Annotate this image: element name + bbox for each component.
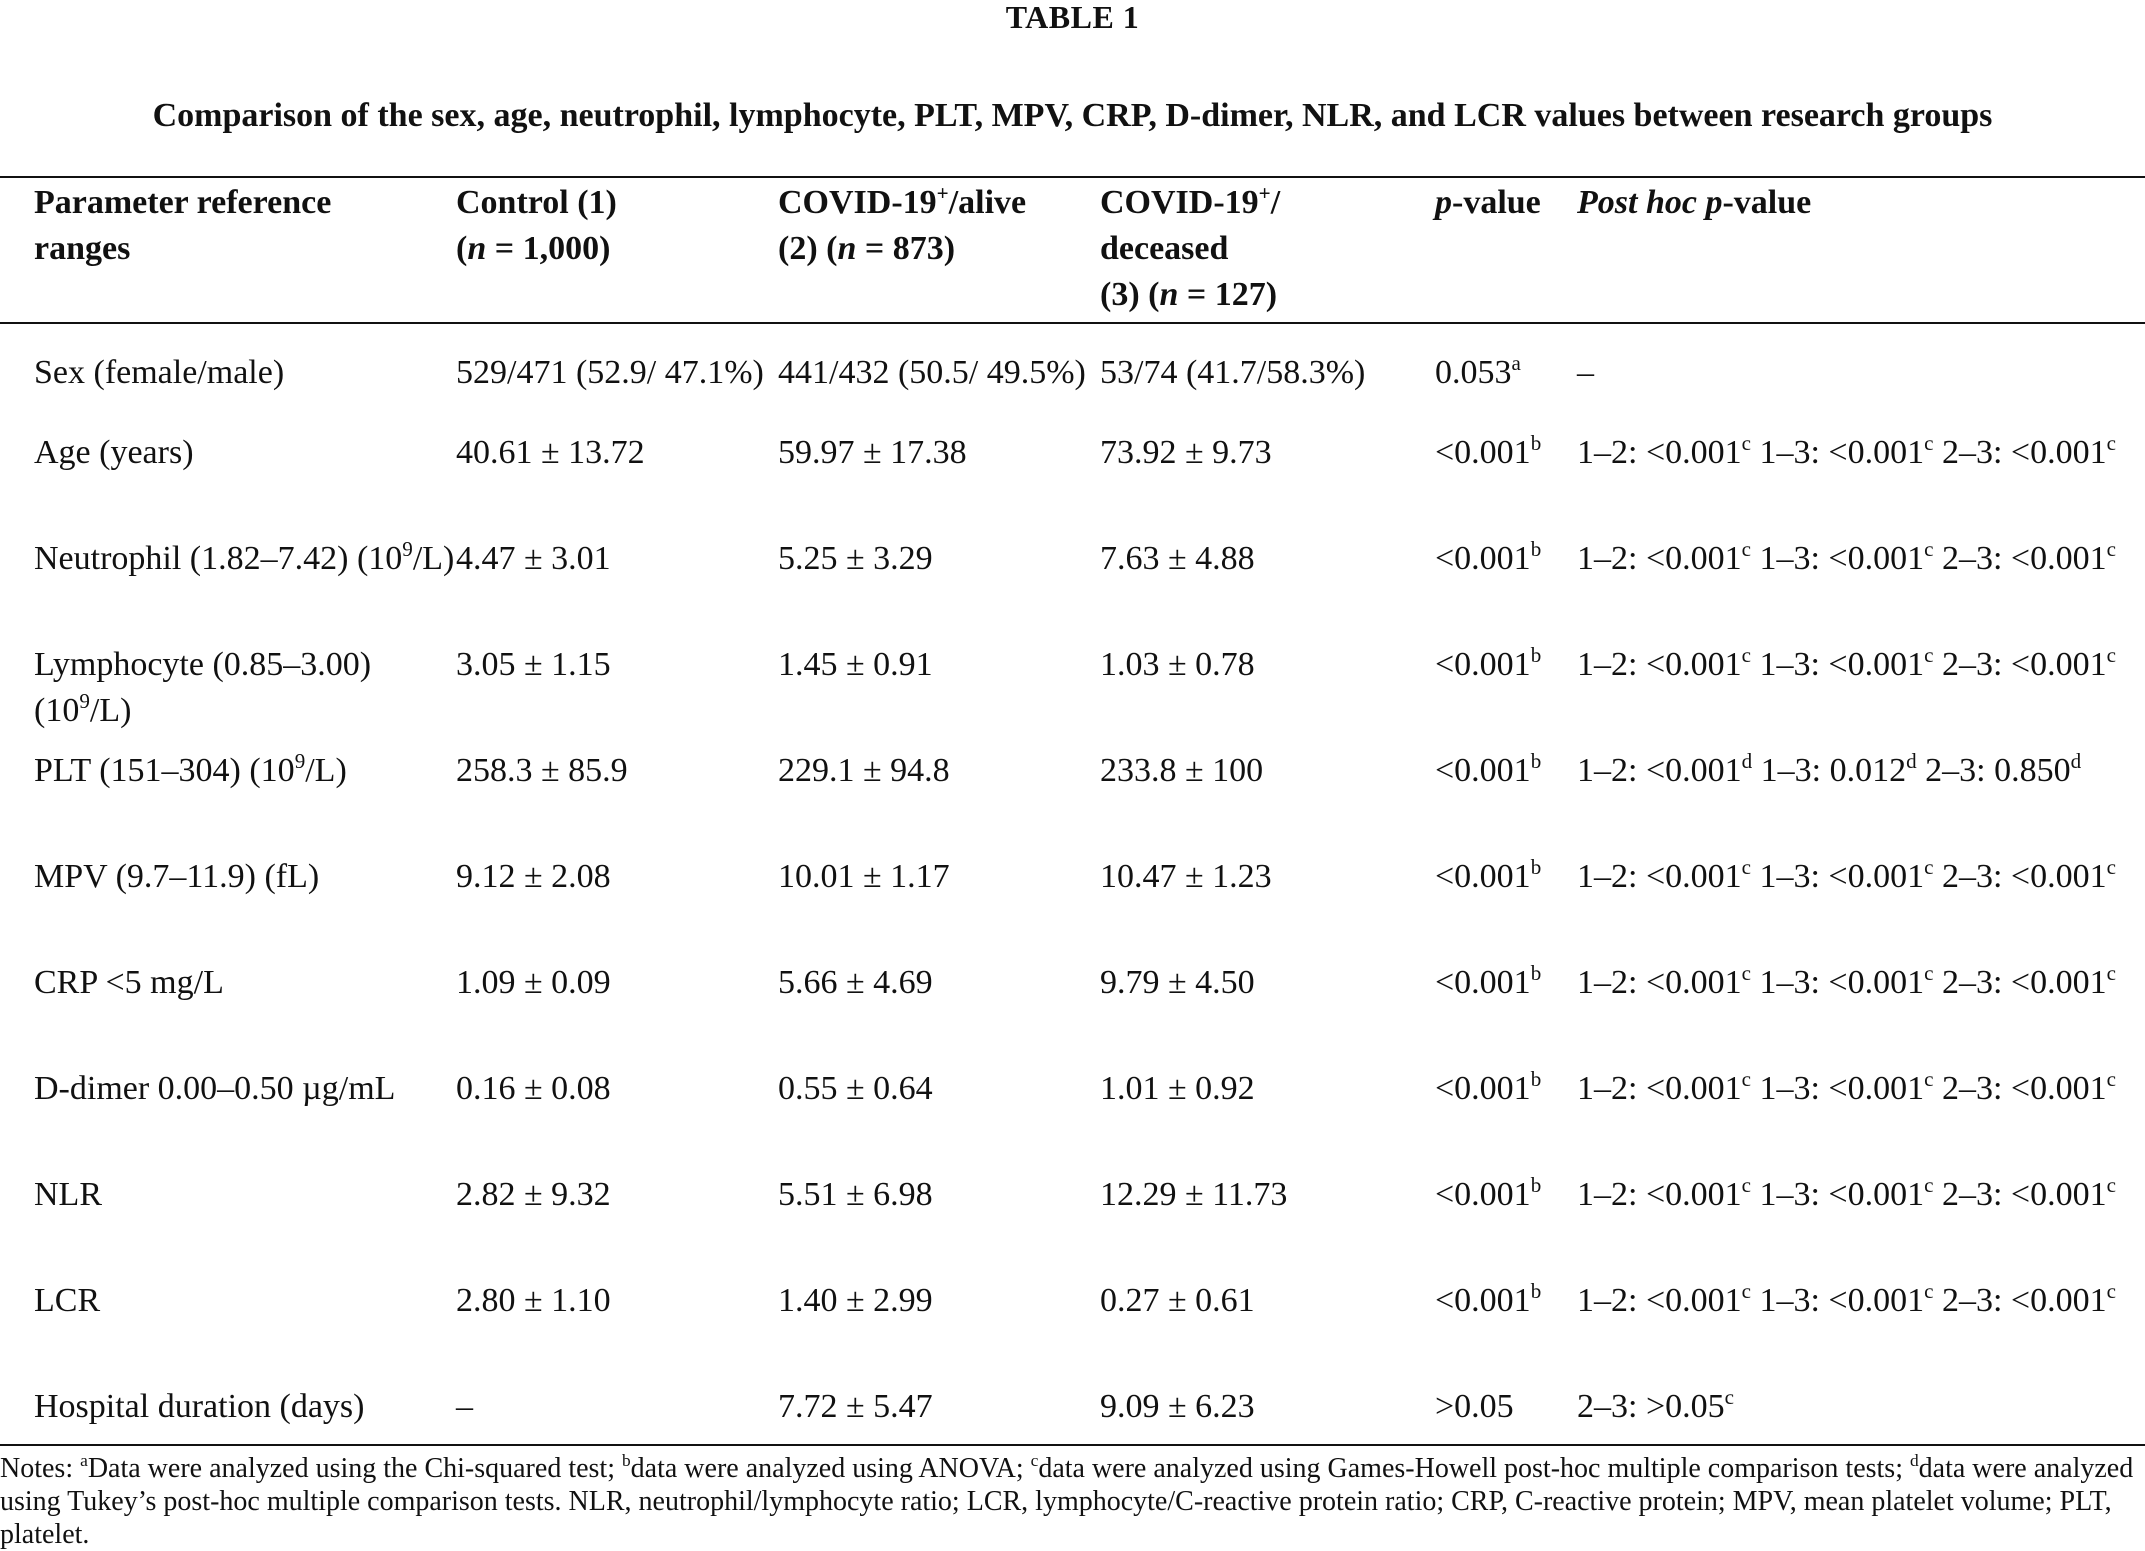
note-text: data were analyzed using Games-Howell post-hoc multiple comparison tests;	[1038, 1453, 1910, 1484]
posthoc-comparison: 1–3: 0.012	[1752, 752, 1907, 789]
parameter-unit: /L)	[305, 752, 347, 789]
posthoc-footnote-mark: c	[2106, 1278, 2116, 1303]
header-deceased-n-var: n	[1159, 276, 1179, 313]
note-text: Data were analyzed using the Chi-squared test;	[87, 1453, 622, 1484]
cell-deceased: 7.63 ± 4.88	[1100, 540, 1255, 577]
parameter-text: PLT (151–304) (10	[34, 752, 295, 789]
header-control-line1: Control (1)	[456, 184, 617, 221]
posthoc-comparison: 1–3: <0.001	[1750, 434, 1925, 471]
parameter-text: D-dimer 0.00–0.50 µg/mL	[34, 1070, 396, 1107]
cell-pvalue	[1435, 748, 1577, 854]
header-parameter	[0, 178, 456, 324]
posthoc-footnote-mark: c	[1924, 536, 1934, 561]
cell-pvalue	[1435, 324, 1577, 430]
pvalue-footnote-mark: b	[1530, 536, 1542, 561]
parameter-text: Lymphocyte (0.85–3.00) (10	[34, 646, 372, 729]
table-body	[0, 324, 2145, 1460]
table-caption: Comparison of the sex, age, neutrophil, lymphocyte, PLT, MPV, CRP, D-dimer, NLR, and LCR values between research groups	[152, 97, 1993, 134]
cell-control: 2.80 ± 1.10	[456, 1282, 611, 1319]
posthoc-comparison: 2–3: <0.001	[1933, 858, 2107, 895]
pvalue-text: >0.05	[1435, 1388, 1514, 1425]
note-footnote-mark: c	[1030, 1450, 1039, 1470]
posthoc-comparison: 1–3: <0.001	[1750, 964, 1925, 1001]
parameter-sup: 9	[79, 688, 90, 713]
note-text: data were analyzed using ANOVA;	[630, 1453, 1031, 1484]
pvalue-footnote-mark: b	[1530, 1278, 1542, 1303]
table-row	[0, 324, 2145, 430]
cell-control: –	[456, 1388, 473, 1425]
posthoc-footnote-mark: c	[2106, 854, 2116, 879]
parameter-text: Sex (female/male)	[34, 354, 285, 391]
cell-parameter	[0, 1066, 456, 1172]
pvalue-footnote-mark: a	[1511, 350, 1521, 375]
posthoc-comparison: 1–2: <0.001	[1577, 858, 1742, 895]
cell-deceased: 10.47 ± 1.23	[1100, 858, 1272, 895]
cell-pvalue	[1435, 430, 1577, 536]
cell-posthoc	[1577, 748, 2145, 854]
cell-control: 9.12 ± 2.08	[456, 858, 611, 895]
parameter-text: CRP <5 mg/L	[34, 964, 224, 1001]
posthoc-footnote-mark: c	[2106, 960, 2116, 985]
cell-pvalue	[1435, 1172, 1577, 1278]
header-pvalue-var: p	[1435, 184, 1452, 221]
cell-posthoc	[1577, 642, 2145, 748]
header-alive-line2-a: (2) (	[778, 230, 838, 267]
pvalue-text: <0.001	[1435, 1282, 1531, 1319]
posthoc-comparison: 1–2: <0.001	[1577, 752, 1742, 789]
header-pvalue-rest: -value	[1452, 184, 1541, 221]
cell-parameter	[0, 1278, 456, 1384]
cell-control: 0.16 ± 0.08	[456, 1070, 611, 1107]
table-row	[0, 430, 2145, 536]
note-footnote-mark: d	[1909, 1450, 1919, 1470]
cell-posthoc	[1577, 536, 2145, 642]
cell-alive: 229.1 ± 94.8	[778, 752, 950, 789]
posthoc-comparison: 1–3: <0.001	[1750, 1282, 1925, 1319]
parameter-unit: /L)	[89, 692, 132, 729]
pvalue-text: <0.001	[1435, 646, 1531, 683]
parameter-unit: /L)	[412, 540, 455, 577]
data-table	[0, 178, 2145, 1460]
cell-deceased: 53/74 (41.7/58.3%)	[1100, 354, 1366, 391]
header-deceased-line3-a: (3) (	[1100, 276, 1160, 313]
cell-pvalue	[1435, 960, 1577, 1066]
cell-parameter	[0, 1172, 456, 1278]
header-pvalue	[1435, 178, 1577, 324]
pvalue-footnote-mark: b	[1530, 1066, 1542, 1091]
posthoc-footnote-mark: c	[1924, 1172, 1934, 1197]
cell-pvalue	[1435, 1384, 1577, 1460]
note-text: data were analyzed using Tukey’s post-hoc multiple comparison tests. NLR, neutrophil/lymphocyte ratio; LCR, lymphocyte/C-reactive protein ratio; CRP, C-reactive protein; MPV, mean platelet volume; PLT, platelet.	[0, 1453, 2134, 1550]
parameter-text: MPV (9.7–11.9) (fL)	[34, 858, 320, 895]
cell-control: 3.05 ± 1.15	[456, 646, 611, 683]
posthoc-comparison: –	[1577, 354, 1594, 391]
pvalue-text: <0.001	[1435, 1176, 1531, 1213]
posthoc-comparison: 1–2: <0.001	[1577, 1176, 1742, 1213]
parameter-text: Age (years)	[34, 434, 194, 471]
cell-deceased: 9.09 ± 6.23	[1100, 1388, 1255, 1425]
posthoc-footnote-mark: c	[1924, 854, 1934, 879]
cell-posthoc	[1577, 854, 2145, 960]
cell-alive: 10.01 ± 1.17	[778, 858, 950, 895]
posthoc-comparison: 1–2: <0.001	[1577, 646, 1742, 683]
cell-alive: 5.66 ± 4.69	[778, 964, 933, 1001]
cell-parameter	[0, 748, 456, 854]
posthoc-footnote-mark: c	[1724, 1384, 1734, 1409]
pvalue-footnote-mark: b	[1530, 430, 1542, 455]
cell-deceased: 1.01 ± 0.92	[1100, 1070, 1255, 1107]
table-notes	[0, 1452, 2145, 1551]
posthoc-footnote-mark: d	[1906, 748, 1917, 773]
cell-control: 529/471 (52.9/ 47.1%)	[456, 354, 764, 391]
posthoc-footnote-mark: c	[1924, 960, 1934, 985]
cell-pvalue	[1435, 536, 1577, 642]
posthoc-comparison: 2–3: <0.001	[1933, 1282, 2107, 1319]
header-posthoc	[1577, 178, 2145, 324]
parameter-sup: 9	[294, 748, 306, 773]
posthoc-footnote-mark: c	[2106, 430, 2116, 455]
pvalue-footnote-mark: b	[1530, 642, 1542, 667]
cell-parameter	[0, 1384, 456, 1460]
posthoc-footnote-mark: c	[1741, 960, 1751, 985]
pvalue-footnote-mark: b	[1530, 960, 1542, 985]
posthoc-comparison: 1–2: <0.001	[1577, 1282, 1742, 1319]
header-alive-sup: +	[936, 180, 949, 205]
parameter-sup: 9	[402, 536, 413, 561]
posthoc-footnote-mark: c	[1741, 854, 1751, 879]
cell-alive: 441/432 (50.5/ 49.5%)	[778, 354, 1086, 391]
cell-control: 4.47 ± 3.01	[456, 540, 611, 577]
posthoc-comparison: 1–3: <0.001	[1750, 1176, 1925, 1213]
posthoc-footnote-mark: c	[1741, 536, 1751, 561]
cell-posthoc	[1577, 1172, 2145, 1278]
header-parameter-line1: Parameter reference	[34, 184, 332, 221]
header-alive-n-var: n	[837, 230, 857, 267]
header-deceased-prefix: COVID-19	[1100, 184, 1259, 221]
header-control-n-var: n	[467, 230, 487, 267]
table-row	[0, 748, 2145, 854]
pvalue-text: <0.001	[1435, 1070, 1531, 1107]
header-deceased-line3-b: = 127)	[1178, 276, 1278, 313]
posthoc-footnote-mark: c	[1924, 1278, 1934, 1303]
table-row	[0, 536, 2145, 642]
cell-alive: 0.55 ± 0.64	[778, 1070, 933, 1107]
cell-parameter	[0, 960, 456, 1066]
header-control-n-rest: = 1,000)	[486, 230, 611, 267]
posthoc-footnote-mark: c	[2106, 1172, 2116, 1197]
posthoc-footnote-mark: c	[1924, 1066, 1934, 1091]
cell-parameter	[0, 430, 456, 536]
table-row	[0, 642, 2145, 748]
table-header	[0, 178, 2145, 324]
posthoc-comparison: 1–2: <0.001	[1577, 540, 1742, 577]
cell-alive: 1.45 ± 0.91	[778, 646, 933, 683]
cell-pvalue	[1435, 1278, 1577, 1384]
posthoc-footnote-mark: c	[2106, 642, 2116, 667]
pvalue-footnote-mark: b	[1530, 748, 1542, 773]
table-row	[0, 1384, 2145, 1460]
posthoc-footnote-mark: c	[2106, 1066, 2116, 1091]
table-label: TABLE 1	[1005, 0, 1140, 35]
cell-posthoc	[1577, 430, 2145, 536]
parameter-text: Hospital duration (days)	[34, 1388, 365, 1425]
posthoc-footnote-mark: c	[1741, 430, 1751, 455]
pvalue-text: <0.001	[1435, 964, 1531, 1001]
posthoc-comparison: 2–3: >0.05	[1577, 1388, 1725, 1425]
pvalue-text: <0.001	[1435, 752, 1531, 789]
cell-alive: 59.97 ± 17.38	[778, 434, 967, 471]
posthoc-comparison: 1–3: <0.001	[1750, 858, 1925, 895]
pvalue-text: 0.053	[1435, 354, 1512, 391]
cell-control: 1.09 ± 0.09	[456, 964, 611, 1001]
header-deceased-sup: +	[1258, 180, 1271, 205]
table-row	[0, 1066, 2145, 1172]
header-posthoc-a: Post hoc p	[1577, 184, 1723, 221]
posthoc-footnote-mark: c	[1924, 642, 1934, 667]
cell-deceased: 9.79 ± 4.50	[1100, 964, 1255, 1001]
pvalue-text: <0.001	[1435, 540, 1531, 577]
pvalue-footnote-mark: b	[1530, 854, 1542, 879]
posthoc-footnote-mark: c	[1741, 1172, 1751, 1197]
cell-pvalue	[1435, 1066, 1577, 1172]
cell-control: 40.61 ± 13.72	[456, 434, 645, 471]
cell-parameter	[0, 536, 456, 642]
note-footnote-mark: b	[621, 1450, 631, 1470]
posthoc-comparison: 2–3: <0.001	[1933, 1070, 2107, 1107]
cell-pvalue	[1435, 642, 1577, 748]
header-alive-suffix: /alive	[948, 184, 1027, 221]
cell-deceased: 12.29 ± 11.73	[1100, 1176, 1288, 1213]
posthoc-footnote-mark: c	[2106, 536, 2116, 561]
posthoc-comparison: 2–3: <0.001	[1933, 1176, 2107, 1213]
cell-control: 2.82 ± 9.32	[456, 1176, 611, 1213]
table-row	[0, 854, 2145, 960]
parameter-text: LCR	[34, 1282, 101, 1319]
cell-posthoc	[1577, 324, 2145, 430]
cell-parameter	[0, 324, 456, 430]
cell-deceased: 0.27 ± 0.61	[1100, 1282, 1255, 1319]
cell-posthoc	[1577, 960, 2145, 1066]
header-deceased-suffix: /	[1270, 184, 1281, 221]
posthoc-footnote-mark: d	[2070, 748, 2082, 773]
cell-deceased: 1.03 ± 0.78	[1100, 646, 1255, 683]
posthoc-comparison: 1–2: <0.001	[1577, 964, 1742, 1001]
posthoc-footnote-mark: c	[1741, 1066, 1751, 1091]
posthoc-comparison: 1–3: <0.001	[1750, 540, 1925, 577]
cell-posthoc	[1577, 1278, 2145, 1384]
parameter-text: NLR	[34, 1176, 102, 1213]
posthoc-comparison: 2–3: <0.001	[1933, 434, 2107, 471]
cell-alive: 5.51 ± 6.98	[778, 1176, 933, 1213]
table-row	[0, 1278, 2145, 1384]
note-text: Notes:	[0, 1453, 81, 1484]
header-control-n-open: (	[456, 230, 468, 267]
posthoc-comparison: 1–2: <0.001	[1577, 434, 1742, 471]
note-footnote-mark: a	[80, 1450, 88, 1470]
cell-pvalue	[1435, 854, 1577, 960]
cell-control: 258.3 ± 85.9	[456, 752, 628, 789]
cell-alive: 7.72 ± 5.47	[778, 1388, 933, 1425]
posthoc-comparison: 1–3: <0.001	[1750, 1070, 1925, 1107]
posthoc-footnote-mark: d	[1741, 748, 1753, 773]
posthoc-footnote-mark: c	[1924, 430, 1934, 455]
header-control	[456, 178, 778, 324]
posthoc-footnote-mark: c	[1741, 642, 1751, 667]
cell-posthoc	[1577, 1384, 2145, 1460]
posthoc-comparison: 2–3: 0.850	[1916, 752, 2071, 789]
table-row	[0, 1172, 2145, 1278]
cell-parameter	[0, 854, 456, 960]
header-deceased-line2: deceased	[1100, 230, 1229, 267]
posthoc-comparison: 2–3: <0.001	[1933, 964, 2107, 1001]
posthoc-comparison: 2–3: <0.001	[1933, 646, 2107, 683]
header-parameter-line2: ranges	[34, 230, 131, 267]
cell-alive: 1.40 ± 2.99	[778, 1282, 933, 1319]
header-alive-line2-b: = 873)	[856, 230, 956, 267]
cell-parameter	[0, 642, 456, 748]
cell-alive: 5.25 ± 3.29	[778, 540, 933, 577]
posthoc-comparison: 1–3: <0.001	[1750, 646, 1925, 683]
posthoc-comparison: 1–2: <0.001	[1577, 1070, 1742, 1107]
cell-posthoc	[1577, 1066, 2145, 1172]
parameter-text: Neutrophil (1.82–7.42) (10	[34, 540, 403, 577]
table-row	[0, 960, 2145, 1066]
cell-deceased: 233.8 ± 100	[1100, 752, 1264, 789]
pvalue-text: <0.001	[1435, 858, 1531, 895]
header-alive	[778, 178, 1100, 324]
pvalue-footnote-mark: b	[1530, 1172, 1542, 1197]
posthoc-comparison: 2–3: <0.001	[1933, 540, 2107, 577]
posthoc-footnote-mark: c	[1741, 1278, 1751, 1303]
cell-deceased: 73.92 ± 9.73	[1100, 434, 1272, 471]
pvalue-text: <0.001	[1435, 434, 1531, 471]
header-deceased	[1100, 178, 1435, 324]
header-posthoc-b: -value	[1722, 184, 1812, 221]
header-alive-prefix: COVID-19	[778, 184, 937, 221]
